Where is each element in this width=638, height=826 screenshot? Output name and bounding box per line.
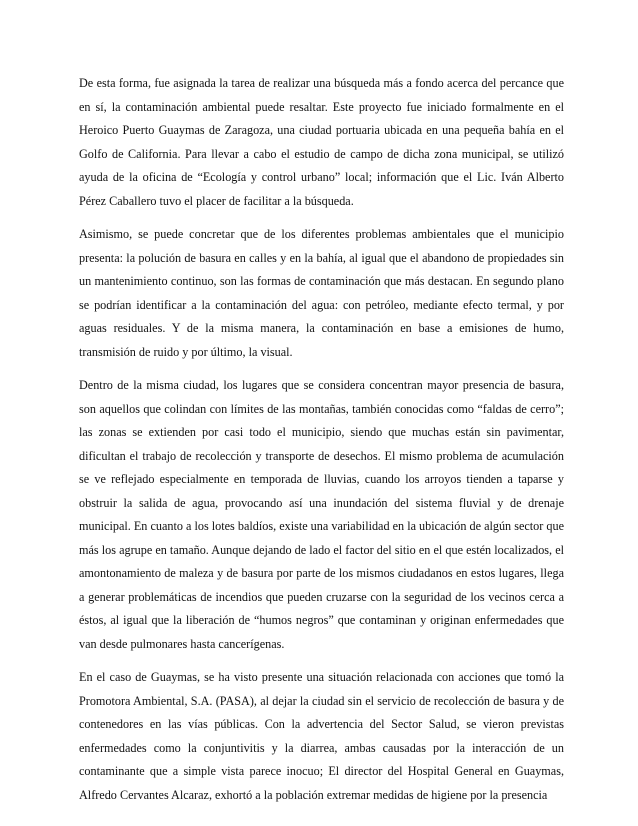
paragraph-2: Asimismo, se puede concretar que de los diferentes problemas ambientales que el municipio presenta: la polución de basura en calles y en la bahía, al igual que el abandono de propiedades sin un mantenimiento continuo, son las formas de contaminación que más destacan. En segundo plano se podrían identificar a la contaminación del agua: con petróleo, mediante efecto termal, y por aguas residuales. Y de la misma manera, la contaminación en base a emisiones de humo, transmisión de ruido y por último, la visual.	[79, 227, 564, 359]
paragraph-3: Dentro de la misma ciudad, los lugares que se considera concentran mayor presencia de basura, son aquellos que colindan con límites de las montañas, también conocidas como “faldas de cerro”; las zonas se extienden por casi todo el municipio, siendo que muchas están sin pavimentar, dificultan el trabajo de recolección y transporte de desechos. El mismo problema de acumulación se ve reflejado especialmente en temporada de lluvias, cuando los arroyos tienden a taparse y obstruir la salida de agua, provocando así una inundación del sistema fluvial y de drenaje municipal. En cuanto a los lotes baldíos, existe una variabilidad en la ubicación de algún sector que más los agrupe en tamaño. Aunque dejando de lado el factor del sitio en el que estén localizados, el amontonamiento de maleza y de basura por parte de los mismos ciudadanos en estos lugares, llega a generar problemáticas de incendios que pueden cruzarse con la seguridad de los vecinos cerca a éstos, al igual que la liberación de “humos negros” que contaminan y originan enfermedades que van desde pulmonares hasta cancerígenas.	[79, 378, 564, 651]
paragraph-4: En el caso de Guaymas, se ha visto presente una situación relacionada con acciones que tomó la Promotora Ambiental, S.A. (PASA), al dejar la ciudad sin el servicio de recolección de basura y de contenedores en las vías públicas. Con la advertencia del Sector Salud, se vieron previstas enfermedades como la conjuntivitis y la diarrea, ambas causadas por la interacción de un contaminante que a simple vista parece inocuo; El director del Hospital General en Guaymas, Alfredo Cervantes Alcaraz, exhortó a la población extremar medidas de higiene por la presencia	[79, 670, 564, 802]
document-page	[79, 72, 564, 817]
paragraph-1: De esta forma, fue asignada la tarea de realizar una búsqueda más a fondo acerca del percance que en sí, la contaminación ambiental puede resaltar. Este proyecto fue iniciado formalmente en el Heroico Puerto Guaymas de Zaragoza, una ciudad portuaria ubicada en una pequeña bahía en el Golfo de California. Para llevar a cabo el estudio de campo de dicha zona municipal, se utilizó ayuda de la oficina de “Ecología y control urbano” local; información que el Lic. Iván Alberto Pérez Caballero tuvo el placer de facilitar a la búsqueda.	[79, 76, 564, 208]
